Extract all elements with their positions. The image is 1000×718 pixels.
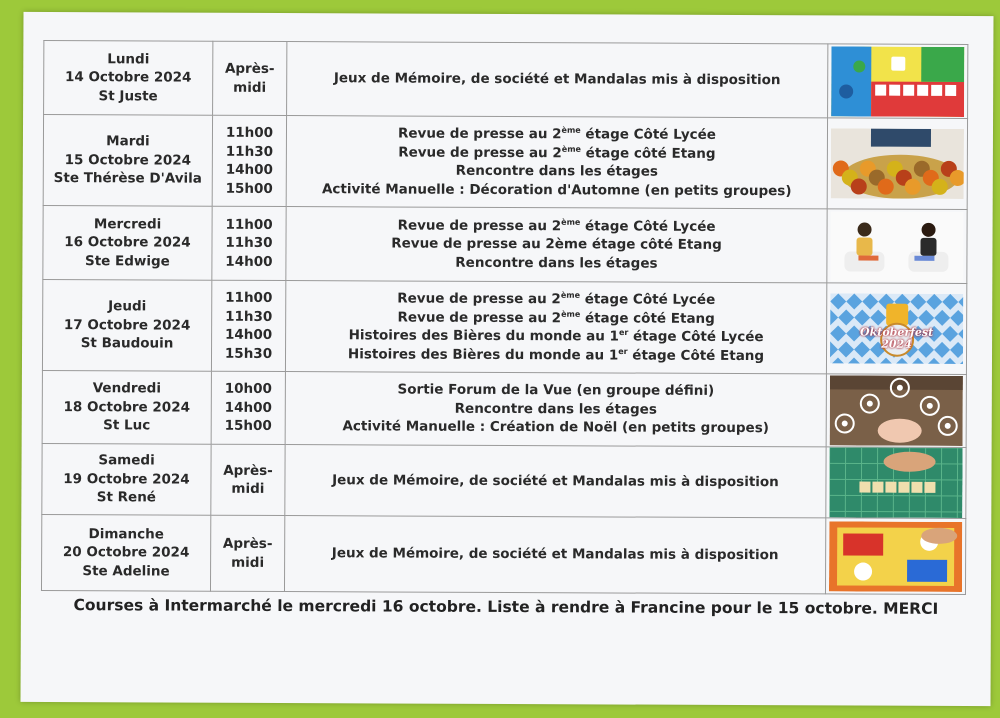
time-slot: 14h00	[224, 399, 272, 416]
day-date: 14 Octobre 2024	[64, 69, 192, 86]
time-slot: 14h00	[225, 161, 273, 178]
schedule-row	[42, 279, 966, 374]
activity-item	[285, 544, 825, 565]
activity-item	[287, 69, 827, 90]
day-date: 20 Octobre 2024	[62, 544, 190, 561]
schedule-row	[43, 114, 967, 209]
day-cell	[43, 205, 212, 280]
time-cell	[211, 444, 285, 515]
time-cell	[213, 41, 287, 115]
time-slot: midi	[233, 79, 267, 96]
image-cell	[826, 447, 966, 519]
day-name: Jeudi	[108, 298, 147, 315]
activity-text: Revue de presse au 2	[398, 144, 562, 161]
day-cell	[42, 279, 211, 371]
time-slot: 14h00	[225, 253, 273, 270]
time-slot: 11h00	[225, 289, 273, 306]
day-date: 15 Octobre 2024	[64, 151, 192, 169]
activity-text-rest: étage Côté Lycée	[580, 218, 716, 235]
activity-item	[286, 345, 826, 366]
activity-text-rest: étage Côté Lycée	[579, 291, 716, 308]
ordinal-suffix: ème	[561, 125, 581, 135]
activity-text-rest: étage Côté Etang	[627, 347, 765, 364]
time-slot: 11h00	[225, 124, 274, 141]
activity-text: Revue de presse au 2	[397, 125, 562, 143]
paper-sheet	[20, 12, 993, 706]
schedule-row	[42, 370, 966, 447]
ludo-image-svg	[829, 521, 962, 592]
ordinal-suffix: ème	[561, 217, 581, 227]
day-saint: Ste Thérèse D'Avila	[53, 170, 202, 187]
schedule-table	[41, 40, 968, 595]
activity-text: Sortie Forum de la Vue (en groupe défini)	[397, 381, 715, 400]
activity-text: Revue de presse au 2ème étage côté Etang	[391, 235, 722, 254]
day-cell	[42, 370, 211, 444]
activity-cell	[285, 372, 826, 447]
time-slot: 15h00	[224, 418, 272, 435]
time-slot: 14h00	[224, 326, 273, 343]
activity-item	[287, 180, 827, 201]
ludo-image	[829, 521, 962, 592]
day-date: 18 Octobre 2024	[63, 398, 191, 416]
activity-item	[286, 253, 826, 274]
activity-item	[286, 417, 826, 438]
christmas-craft-image-svg	[830, 375, 963, 446]
time-slot: 11h30	[225, 143, 274, 160]
time-cell	[212, 206, 286, 280]
time-cell	[211, 280, 285, 371]
oktoberfest-label-line: 2024	[881, 337, 912, 351]
day-name: Mercredi	[93, 215, 162, 233]
time-cell	[210, 515, 284, 591]
conversation-image-svg	[830, 211, 963, 282]
activity-item	[287, 161, 827, 182]
activity-text: Activité Manuelle : Décoration d'Automne (en petits groupes)	[321, 180, 792, 199]
day-cell	[41, 514, 210, 591]
activity-cell	[285, 445, 826, 518]
activity-item	[287, 124, 827, 145]
image-cell	[827, 118, 967, 210]
image-cell	[826, 283, 966, 375]
schedule-row	[44, 40, 968, 118]
image-cell	[826, 374, 966, 448]
activity-text: Rencontre dans les étages	[455, 254, 658, 272]
day-cell	[43, 114, 212, 206]
board-game-image	[831, 46, 964, 117]
ordinal-suffix: ème	[560, 290, 581, 300]
activity-text-rest: étage Côté Lycée	[580, 126, 716, 143]
ordinal-suffix: er	[618, 346, 628, 356]
time-slot: 15h30	[224, 345, 273, 362]
activity-text-rest: étage côté Etang	[580, 309, 715, 327]
activity-text: Jeux de Mémoire, de société et Mandalas mis à disposition	[333, 70, 781, 89]
day-saint: Ste Edwige	[84, 252, 170, 270]
day-name: Dimanche	[88, 525, 164, 543]
activity-item	[286, 380, 826, 401]
day-saint: St René	[96, 489, 157, 506]
oktoberfest-label-line: Oktoberfest	[860, 325, 934, 339]
activity-item	[287, 143, 827, 164]
activity-cell	[286, 116, 827, 209]
schedule-row	[42, 443, 966, 518]
day-saint: Ste Adeline	[82, 562, 170, 580]
ordinal-suffix: ème	[561, 309, 581, 319]
activity-item	[286, 234, 826, 255]
schedule-row	[41, 514, 965, 594]
day-name: Lundi	[107, 51, 150, 68]
activity-cell	[284, 516, 825, 594]
activity-item	[286, 399, 826, 420]
activity-text: Histoires des Bières du monde au 1	[347, 345, 619, 363]
day-cell	[44, 40, 213, 115]
activity-item	[285, 471, 825, 492]
activity-cell	[285, 281, 826, 374]
image-cell	[825, 518, 965, 595]
time-cell	[212, 115, 286, 206]
ordinal-suffix: er	[618, 327, 629, 338]
autumn-wreath-image-svg	[831, 128, 964, 199]
time-slot: 11h30	[225, 235, 273, 252]
day-cell	[42, 443, 211, 515]
time-slot: 11h00	[225, 216, 273, 233]
day-saint: St Baudouin	[80, 335, 174, 352]
scrabble-image-svg	[829, 447, 962, 518]
oktoberfest-image	[830, 293, 963, 364]
activity-item	[287, 216, 827, 237]
activity-text: Histoires des Bières du monde au 1	[348, 327, 619, 345]
board-game-image-svg	[831, 46, 964, 117]
time-slot: 11h30	[225, 308, 273, 325]
day-date: 16 Octobre 2024	[64, 234, 191, 251]
scrabble-image	[829, 447, 962, 518]
image-cell	[828, 44, 968, 119]
ordinal-suffix: ème	[561, 144, 582, 154]
time-slot: Après-	[222, 535, 273, 552]
autumn-wreath-image	[831, 128, 964, 199]
day-saint: St Luc	[103, 417, 151, 434]
day-name: Samedi	[98, 452, 155, 469]
schedule-row	[43, 205, 967, 283]
activity-text: Jeux de Mémoire, de société et Mandalas mis à disposition	[332, 471, 779, 490]
day-name: Vendredi	[92, 380, 162, 397]
activity-text-rest: étage côté Etang	[580, 144, 716, 162]
time-slot: Après-	[223, 462, 273, 479]
time-slot: 10h00	[224, 381, 272, 398]
activity-cell	[286, 207, 827, 283]
activity-item	[286, 326, 826, 347]
time-slot: Après-	[224, 60, 275, 77]
activity-text: Activité Manuelle : Création de Noël (en petits groupes)	[342, 418, 769, 437]
image-cell	[827, 209, 967, 284]
activity-text-rest: étage Côté Lycée	[628, 328, 764, 346]
day-saint: St Juste	[98, 87, 158, 105]
activity-text: Revue de presse au 2	[397, 290, 561, 308]
activity-text: Rencontre dans les étages	[455, 162, 658, 180]
time-slot: midi	[231, 480, 265, 497]
time-cell	[211, 371, 285, 444]
activity-text: Revue de presse au 2	[397, 309, 562, 326]
activity-item	[286, 289, 826, 310]
christmas-craft-image	[830, 375, 963, 446]
day-date: 19 Octobre 2024	[63, 470, 190, 488]
time-slot: 15h00	[225, 180, 273, 197]
activity-text: Revue de presse au 2	[397, 217, 562, 234]
oktoberfest-label	[830, 326, 963, 351]
activity-text: Jeux de Mémoire, de société et Mandalas mis à disposition	[331, 545, 779, 564]
time-slot: midi	[231, 554, 265, 571]
activity-item	[286, 308, 826, 329]
day-name: Mardi	[106, 133, 150, 150]
activity-cell	[287, 42, 828, 118]
activity-text: Rencontre dans les étages	[454, 400, 657, 418]
footer-note: Courses à Intermarché le mercredi 16 octobre. Liste à rendre à Francine pour le 15 octobre. MERCI	[73, 596, 939, 618]
conversation-image	[830, 211, 963, 282]
day-date: 17 Octobre 2024	[63, 316, 191, 334]
